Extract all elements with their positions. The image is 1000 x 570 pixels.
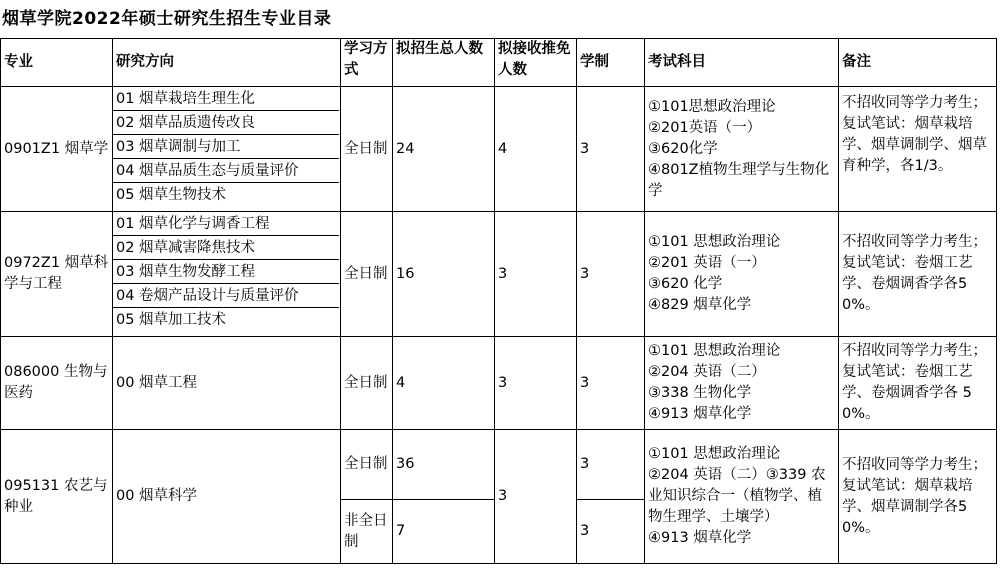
- exam-item: ①101 思想政治理论: [648, 446, 781, 462]
- direction-item: 01 烟草化学与调香工程: [113, 212, 339, 236]
- header-direction: 研究方向: [113, 39, 341, 87]
- exam-item: ④829 烟草化学: [648, 297, 752, 313]
- direction-cell: 00 烟草科学: [113, 430, 341, 564]
- header-major: 专业: [1, 39, 113, 87]
- exam-item: ②201 英语（一）: [648, 255, 766, 271]
- header-mode: 学习方式: [341, 39, 393, 87]
- direction-item: 01 烟草栽培生理生化: [113, 87, 339, 111]
- quota-cell-2: 7: [393, 500, 495, 564]
- exam-item: ③338 生物化学: [648, 385, 752, 401]
- major-cell: 095131 农艺与种业: [1, 430, 113, 564]
- table-row: [1, 430, 997, 500]
- years-cell: 3: [577, 87, 645, 212]
- exam-item: ④913 烟草化学: [648, 530, 752, 546]
- note-cell: 不招收同等学力考生；复试笔试：卷烟工艺学、卷烟调香学各50%。: [839, 212, 997, 337]
- direction-item: 02 烟草品质遗传改良: [113, 111, 339, 135]
- mode-cell-2: 非全日制: [341, 500, 393, 564]
- exempt-cell: 3: [495, 212, 577, 337]
- major-cell: 0901Z1 烟草学: [1, 87, 113, 212]
- note-cell: 不招收同等学力考生；复试笔试：卷烟工艺学、卷烟调香学各 50%。: [839, 337, 997, 430]
- table-row: [1, 337, 997, 430]
- years-cell: 3: [577, 430, 645, 500]
- exam-item: ①101 思想政治理论: [648, 234, 781, 250]
- exam-item: ③620 化学: [648, 276, 723, 292]
- direction-item: 03 烟草生物发酵工程: [113, 260, 339, 284]
- exam-cell: [645, 430, 839, 564]
- direction-list: [113, 87, 341, 212]
- note-cell: 不招收同等学力考生；复试笔试：烟草栽培学、烟草调制学、烟草育种学，各1/3。: [839, 87, 997, 212]
- years-cell: 3: [577, 212, 645, 337]
- direction-item: 04 卷烟产品设计与质量评价: [113, 284, 339, 308]
- direction-item: 02 烟草减害降焦技术: [113, 236, 339, 260]
- header-note: 备注: [839, 39, 997, 87]
- exam-item: ②204 英语（二）③339 农业知识综合一（植物学、植物生理学、土壤学）: [648, 467, 826, 525]
- quota-cell: 24: [393, 87, 495, 212]
- exam-item: ②204 英语（二）: [648, 364, 766, 380]
- direction-item: 05 烟草生物技术: [116, 187, 227, 203]
- quota-cell: 36: [393, 430, 495, 500]
- mode-cell: 全日制: [341, 87, 393, 212]
- exam-cell: [645, 337, 839, 430]
- header-exam: 考试科目: [645, 39, 839, 87]
- exempt-cell: 4: [495, 87, 577, 212]
- table-row: [1, 87, 997, 212]
- direction-item: 03 烟草调制与加工: [113, 135, 339, 159]
- direction-item: 05 烟草加工技术: [116, 312, 227, 328]
- exam-item: ④801Z植物生理学与生物化学: [648, 161, 830, 199]
- header-row: [1, 39, 997, 87]
- exam-item: ③620化学: [648, 140, 718, 157]
- exempt-cell: 3: [495, 430, 577, 564]
- note-cell: 不招收同等学力考生；复试笔试：烟草栽培学、烟草调制学各50%。: [839, 430, 997, 564]
- header-years: 学制: [577, 39, 645, 87]
- exam-cell: [645, 212, 839, 337]
- exam-item: ①101 思想政治理论: [648, 343, 781, 359]
- major-cell: 0972Z1 烟草科学与工程: [1, 212, 113, 337]
- quota-cell: 4: [393, 337, 495, 430]
- major-cell: 086000 生物与医药: [1, 337, 113, 430]
- mode-cell: 全日制: [341, 212, 393, 337]
- exam-item: ②201英语（一）: [648, 119, 762, 136]
- header-quota: 拟招生总人数: [393, 39, 495, 87]
- page-title: 烟草学院2022年硕士研究生招生专业目录: [2, 9, 332, 29]
- exam-item: ①101思想政治理论: [648, 98, 776, 115]
- exempt-cell: 3: [495, 337, 577, 430]
- mode-cell: 全日制: [341, 430, 393, 500]
- exam-cell: [645, 87, 839, 212]
- exam-item: ④913 烟草化学: [648, 406, 752, 422]
- quota-cell: 16: [393, 212, 495, 337]
- mode-cell: 全日制: [341, 337, 393, 430]
- header-exempt: 拟接收推免人数: [495, 39, 577, 87]
- direction-item: 04 烟草品质生态与质量评价: [113, 159, 339, 183]
- catalog-table: [0, 38, 997, 564]
- table-row: [1, 212, 997, 337]
- years-cell: 3: [577, 337, 645, 430]
- years-cell-2: 3: [577, 500, 645, 564]
- direction-cell: 00 烟草工程: [113, 337, 341, 430]
- direction-list: [113, 212, 341, 337]
